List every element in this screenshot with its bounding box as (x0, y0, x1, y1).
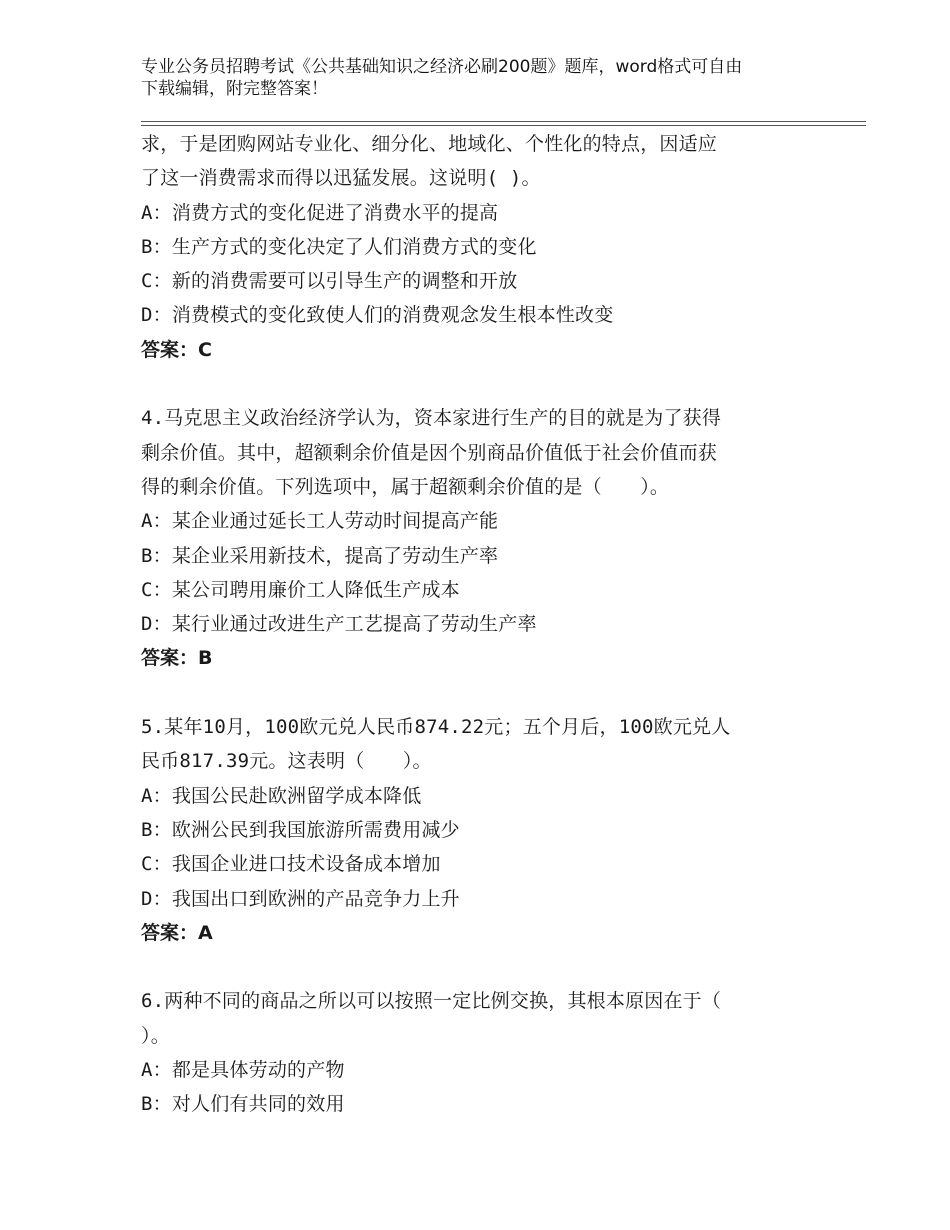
question-stem-line: 5.某年10月，100欧元兑人民币874.22元；五个月后，100欧元兑人 (141, 716, 731, 739)
question-6 (141, 984, 841, 1121)
option-a: A：都是具体劳动的产物 (141, 1059, 345, 1082)
option-d: D：消费模式的变化致使人们的消费观念发生根本性改变 (141, 304, 614, 327)
header-divider-bottom (141, 125, 866, 126)
question-stem-line: 4.马克思主义政治经济学认为，资本家进行生产的目的就是为了获得 (141, 407, 722, 430)
option-c: C：新的消费需要可以引导生产的调整和开放 (141, 270, 518, 293)
option-b: B：某企业采用新技术，提高了劳动生产率 (141, 544, 499, 567)
question-list (141, 127, 841, 1122)
option-a: A：某企业通过延长工人劳动时间提高产能 (141, 510, 499, 533)
question-stem-line: 了这一消费需求而得以迅猛发展。这说明( )。 (141, 167, 541, 190)
option-c: C：我国企业进口技术设备成本增加 (141, 853, 441, 876)
question-3 (141, 127, 841, 367)
question-5 (141, 710, 841, 950)
option-b: B：对人们有共同的效用 (141, 1093, 345, 1116)
option-d: D：我国出口到欧洲的产品竞争力上升 (141, 887, 460, 910)
question-stem-line: 民币817.39元。这表明（ ）。 (141, 750, 432, 773)
answer-label: 答案：B (141, 647, 213, 670)
question-stem-line: 6.两种不同的商品之所以可以按照一定比例交换，其根本原因在于（ (141, 990, 722, 1013)
option-c: C：某公司聘用廉价工人降低生产成本 (141, 578, 460, 601)
header-line-1: 专业公务员招聘考试《公共基础知识之经济必刷200题》题库，word格式可自由 (141, 57, 743, 77)
question-4 (141, 401, 841, 675)
question-stem-line: ）。 (141, 1024, 170, 1047)
option-b: B：生产方式的变化决定了人们消费方式的变化 (141, 235, 537, 258)
question-stem-line: 得的剩余价值。下列选项中，属于超额剩余价值的是（ ）。 (141, 475, 670, 498)
option-b: B：欧洲公民到我国旅游所需费用减少 (141, 818, 460, 841)
header-divider-top (141, 121, 866, 122)
answer-label: 答案：C (141, 338, 212, 361)
option-a: A：我国公民赴欧洲留学成本降低 (141, 784, 422, 807)
document-header (141, 56, 841, 100)
question-stem-line: 求，于是团购网站专业化、细分化、地域化、个性化的特点，因适应 (141, 133, 718, 155)
option-a: A：消费方式的变化促进了消费水平的提高 (141, 201, 499, 224)
option-d: D：某行业通过改进生产工艺提高了劳动生产率 (141, 613, 537, 636)
header-line-2: 下载编辑，附完整答案！ (141, 79, 328, 99)
question-stem-line: 剩余价值。其中，超额剩余价值是因个别商品价值低于社会价值而获 (141, 441, 718, 464)
answer-label: 答案：A (141, 921, 213, 944)
